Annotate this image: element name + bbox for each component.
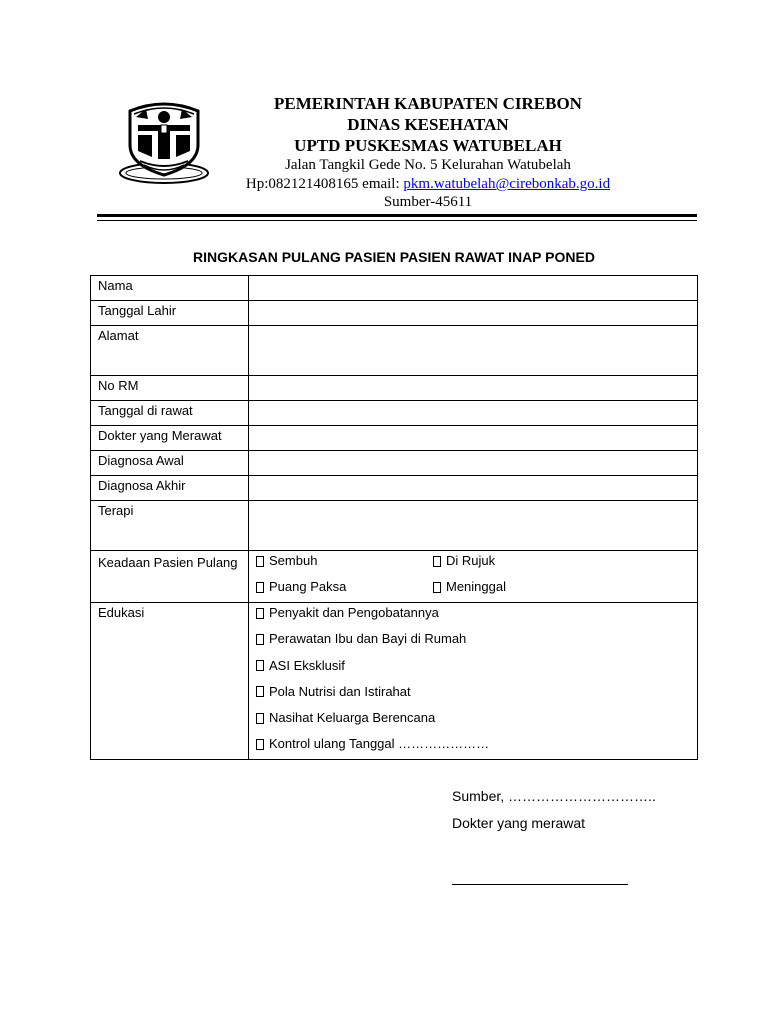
- row-no-rm: [91, 376, 698, 401]
- value-tanggal-dirawat[interactable]: [249, 401, 698, 426]
- option-label: Meninggal: [446, 579, 506, 594]
- signature-place-date: Sumber, …………………………..: [452, 788, 656, 804]
- label-dokter: Dokter yang Merawat: [91, 426, 249, 451]
- label-nama: Nama: [91, 276, 249, 301]
- checkbox-icon[interactable]: [256, 556, 264, 567]
- edukasi-option[interactable]: [256, 709, 697, 727]
- option-label: Puang Paksa: [269, 579, 347, 594]
- checkbox-icon[interactable]: [256, 713, 264, 724]
- value-diagnosa-akhir[interactable]: [249, 476, 698, 501]
- label-no-rm: No RM: [91, 376, 249, 401]
- letterhead-divider-thin: [97, 220, 697, 221]
- letterhead-government: PEMERINTAH KABUPATEN CIREBON: [274, 94, 582, 113]
- emblem-shield-icon: [116, 95, 212, 191]
- option-label: Di Rujuk: [446, 553, 496, 568]
- letterhead-contact: [230, 175, 626, 194]
- checkbox-icon[interactable]: [433, 556, 441, 567]
- signature-role: Dokter yang merawat: [452, 815, 586, 831]
- row-tanggal-lahir: [91, 301, 698, 326]
- row-dokter: [91, 426, 698, 451]
- signature-line[interactable]: [452, 884, 628, 885]
- label-tanggal-lahir: Tanggal Lahir: [91, 301, 249, 326]
- letterhead-clinic: UPTD PUSKESMAS WATUBELAH: [294, 136, 562, 155]
- option-label: Penyakit dan Pengobatannya: [269, 605, 439, 620]
- row-tanggal-dirawat: [91, 401, 698, 426]
- value-edukasi: [249, 603, 698, 760]
- label-edukasi: Edukasi: [91, 603, 249, 760]
- label-diagnosa-akhir: Diagnosa Akhir: [91, 476, 249, 501]
- value-nama[interactable]: [249, 276, 698, 301]
- option-label: ASI Eksklusif: [269, 657, 345, 673]
- letterhead-divider-thick: [97, 214, 697, 217]
- discharge-summary-table: [90, 275, 698, 760]
- edukasi-option[interactable]: [256, 604, 697, 622]
- row-nama: [91, 276, 698, 301]
- value-tanggal-lahir[interactable]: [249, 301, 698, 326]
- option-label: Kontrol ulang Tanggal …………………: [269, 736, 490, 752]
- row-alamat: [91, 326, 698, 376]
- value-keadaan: [249, 551, 698, 603]
- option-meninggal[interactable]: [433, 578, 653, 596]
- document-title: RINGKASAN PULANG PASIEN PASIEN RAWAT INAP PONED: [193, 249, 595, 265]
- row-terapi: [91, 501, 698, 551]
- checkbox-icon[interactable]: [256, 660, 264, 671]
- row-diagnosa-awal: [91, 451, 698, 476]
- edukasi-option[interactable]: [256, 630, 697, 648]
- contact-phone: Hp:082121408165 email:: [245, 176, 404, 192]
- value-diagnosa-awal[interactable]: [249, 451, 698, 476]
- value-terapi[interactable]: [249, 501, 698, 551]
- option-label: Nasihat Keluarga Berencana: [269, 710, 436, 726]
- option-label: Sembuh: [269, 553, 318, 568]
- label-tanggal-dirawat: Tanggal di rawat: [91, 401, 249, 426]
- option-di-rujuk[interactable]: [433, 552, 653, 570]
- label-diagnosa-awal: Diagnosa Awal: [91, 451, 249, 476]
- edukasi-option[interactable]: [256, 657, 697, 675]
- label-terapi: Terapi: [91, 501, 249, 551]
- regency-emblem: [116, 95, 212, 191]
- label-alamat: Alamat: [91, 326, 249, 376]
- checkbox-icon[interactable]: [256, 686, 264, 697]
- letterhead-postal: Sumber-45611: [383, 194, 473, 210]
- value-no-rm[interactable]: [249, 376, 698, 401]
- option-sembuh[interactable]: [256, 552, 433, 570]
- option-label: Perawatan Ibu dan Bayi di Rumah: [269, 631, 467, 647]
- row-keadaan: [91, 551, 698, 603]
- email-link[interactable]: pkm.watubelah@cirebonkab.go.id: [403, 176, 611, 192]
- row-edukasi: [91, 603, 698, 760]
- checkbox-icon[interactable]: [433, 582, 441, 593]
- label-keadaan: Keadaan Pasien Pulang: [91, 551, 249, 603]
- option-puang-paksa[interactable]: [256, 578, 433, 596]
- edukasi-option[interactable]: [256, 683, 697, 701]
- checkbox-icon[interactable]: [256, 739, 264, 750]
- value-dokter[interactable]: [249, 426, 698, 451]
- checkbox-icon[interactable]: [256, 582, 264, 593]
- value-alamat[interactable]: [249, 326, 698, 376]
- letterhead-department: DINAS KESEHATAN: [347, 115, 509, 134]
- edukasi-option[interactable]: [256, 735, 697, 753]
- letterhead-address: Jalan Tangkil Gede No. 5 Kelurahan Watubelah: [285, 157, 571, 173]
- option-label: Pola Nutrisi dan Istirahat: [269, 683, 411, 699]
- row-diagnosa-akhir: [91, 476, 698, 501]
- checkbox-icon[interactable]: [256, 634, 264, 645]
- checkbox-icon[interactable]: [256, 608, 264, 619]
